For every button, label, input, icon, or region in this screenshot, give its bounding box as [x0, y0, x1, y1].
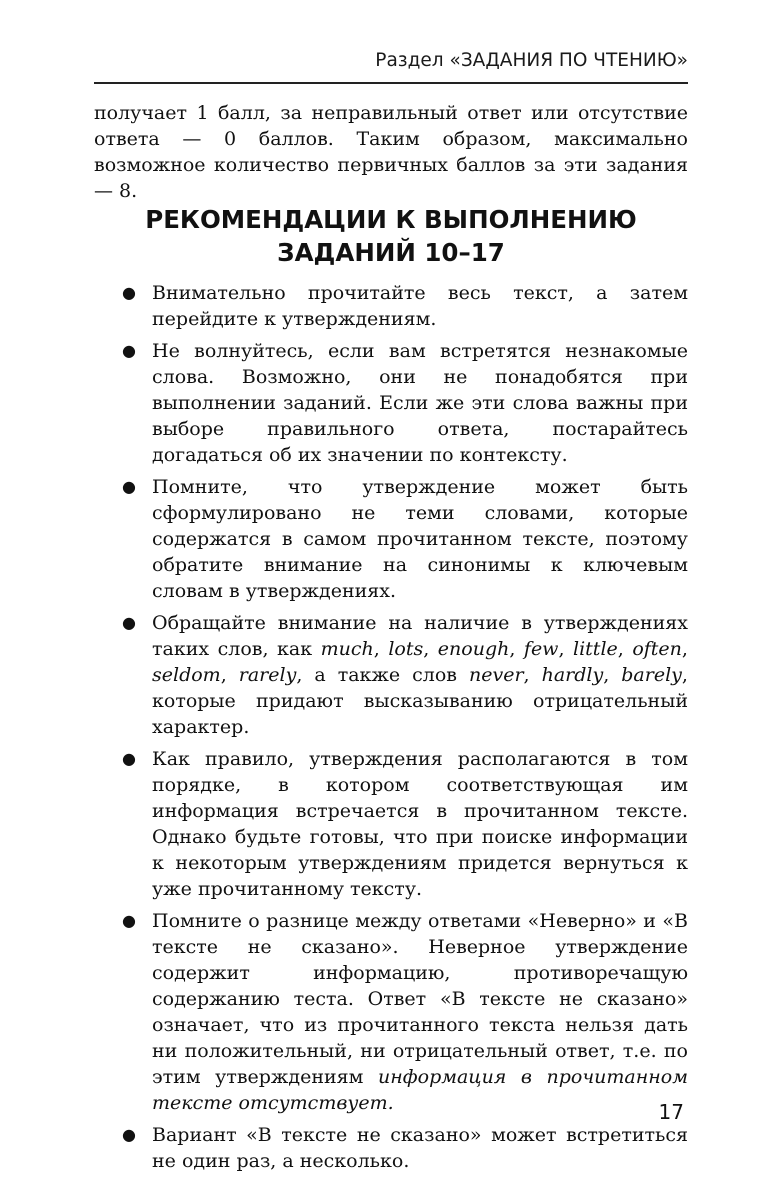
list-item-text: Как правило, утверждения располагаются в том порядке, в котором соответствующая им информация встречается в прочитанном тексте. Однако будьте готовы, что при поиске информации к некоторым утверждениям придется вернуться к уже прочитанному тексту.	[152, 748, 688, 900]
bullet-icon: ●	[122, 613, 136, 632]
list-item	[94, 280, 688, 332]
recommendations-list	[94, 280, 688, 1180]
header-rule	[94, 82, 688, 84]
list-item	[94, 746, 688, 902]
list-item-text: которые придают высказыванию отрицательный характер.	[152, 690, 688, 738]
keyword: lots	[388, 638, 424, 660]
section-heading	[94, 203, 688, 269]
keyword: seldom	[152, 664, 221, 686]
list-item	[94, 338, 688, 468]
list-item-text: Внимательно прочитайте весь текст, а затем перейдите к утверждениям.	[152, 282, 688, 330]
heading-line-2: ЗАДАНИЙ 10–17	[277, 238, 505, 267]
keyword: few	[523, 638, 559, 660]
bullet-icon: ●	[122, 283, 136, 302]
keyword: rarely	[238, 664, 297, 686]
list-item	[94, 908, 688, 1116]
keyword: little	[573, 638, 618, 660]
keyword: enough	[437, 638, 510, 660]
list-item	[94, 474, 688, 604]
keyword: hardly	[541, 664, 604, 686]
emphasized-text: информация в прочитанном тексте отсутствует.	[152, 1066, 688, 1114]
running-header: Раздел «ЗАДАНИЯ ПО ЧТЕНИЮ»	[375, 50, 688, 71]
bullet-icon: ●	[122, 341, 136, 360]
bullet-icon: ●	[122, 749, 136, 768]
intro-paragraph: получает 1 балл, за неправильный ответ или отсутствие ответа — 0 баллов. Таким образом, максимально возможное количество первичных баллов за эти задания — 8.	[94, 102, 688, 202]
keyword: never	[469, 664, 524, 686]
bullet-icon: ●	[122, 477, 136, 496]
bullet-icon: ●	[122, 911, 136, 930]
list-item-text: Вариант «В тексте не сказано» может встретиться не один раз, а несколько.	[152, 1124, 688, 1172]
heading-line-1: РЕКОМЕНДАЦИИ К ВЫПОЛНЕНИЮ	[145, 205, 637, 234]
page-number: 17	[658, 1100, 684, 1124]
list-item: ● Обращайте внимание на наличие в утверждениях таких слов, как much, lots, enough, few, little, often, seldom, rarely, а также слов never, hardly, barely, которые придают высказыванию отрицательный характер.	[122, 612, 688, 738]
keyword: much	[320, 638, 374, 660]
bullet-icon: ●	[122, 1125, 136, 1144]
list-item	[94, 1122, 688, 1174]
list-item-text: Помните, что утверждение может быть сформулировано не теми словами, которые содержатся в самом прочитанном тексте, поэтому обратите внимание на синонимы к ключевым словам в утверждениях.	[152, 476, 688, 602]
list-item-text: а также слов	[314, 664, 457, 686]
list-item-text: Не волнуйтесь, если вам встретятся незнакомые слова. Возможно, они не понадобятся при выполнении заданий. Если же эти слова важны при выборе правильного ответа, постарайтесь догадаться об их значении по контексту.	[152, 340, 688, 466]
keyword: often	[632, 638, 682, 660]
list-item-text: Обращайте внимание на наличие в утверждениях таких слов, как	[152, 612, 688, 660]
list-item-text: Помните о разнице между ответами «Неверно» и «В тексте не сказано». Неверное утверждение содержит информацию, противоречащую содержанию теста. Ответ «В тексте не сказано» означает, что из прочитанного текста нельзя дать ни положительный, ни отрицательный ответ, т.е. по этим утверждениям	[152, 910, 688, 1088]
keyword: barely	[621, 664, 682, 686]
